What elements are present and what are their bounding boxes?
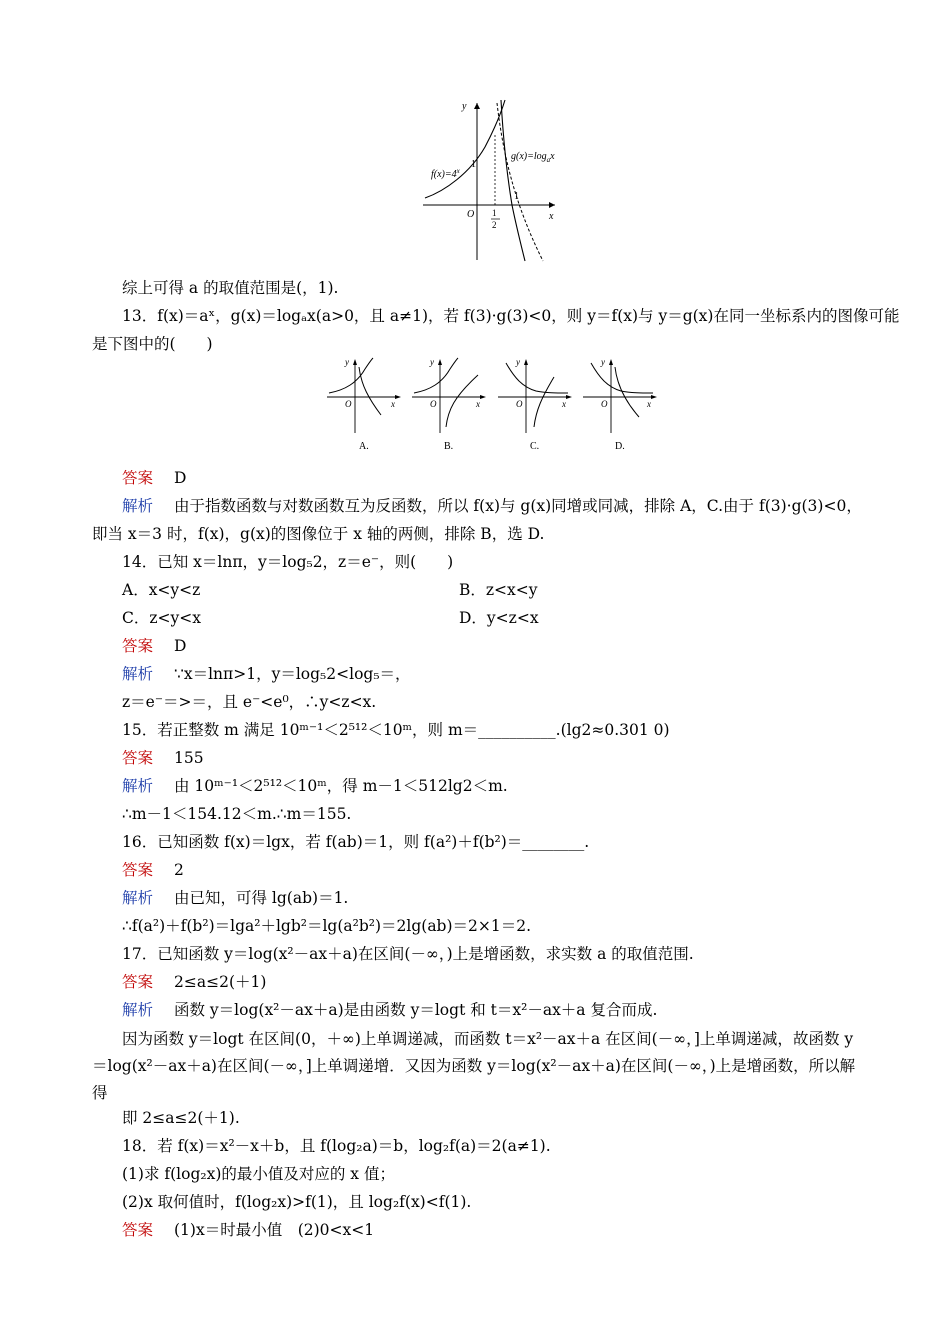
- option-c-graph: [496, 355, 576, 455]
- option-d-graph: [581, 355, 661, 455]
- analysis-label: 解析: [122, 497, 154, 515]
- option-d-x-label: x: [647, 399, 651, 409]
- answer-label: 答案: [122, 861, 154, 879]
- answer-label: 答案: [122, 637, 154, 655]
- question-13-stem: 13．f(x)＝aˣ，g(x)＝logₐx(a>0，且 a≠1)，若 f(3)·g(3)<0，则 y＝f(x)与 y＝g(x)在同一坐标系内的图像可能: [122, 307, 900, 325]
- q15-answer: 155: [174, 749, 204, 767]
- option-a-label: A.: [359, 441, 369, 452]
- q17-stem: 17．已知函数 y＝log(x²－ax＋a)在区间(－∞，)上是增函数，求实数 a 的取值范围.: [122, 945, 694, 963]
- q16-analysis: 由已知，可得 lg(ab)＝1.: [174, 889, 349, 907]
- option-c-x-label: x: [562, 399, 566, 409]
- option-d-y-label: y: [601, 357, 605, 367]
- analysis-label: 解析: [122, 889, 154, 907]
- q14-answer: D: [174, 637, 187, 655]
- question-13-stem-cont: 是下图中的( ): [92, 335, 213, 353]
- q16-stem: 16．已知函数 f(x)＝lgx，若 f(ab)＝1，则 f(a²)＋f(b²)＝________.: [122, 833, 590, 851]
- q18-stem: 18．若 f(x)＝x²－x＋b，且 f(log₂a)＝b，log₂f(a)＝2(a≠1).: [122, 1137, 551, 1155]
- q13-analysis: 由于指数函数与对数函数互为反函数，所以 f(x)与 g(x)同增或同减，排除 A，C.由于 f(3)·g(3)<0，: [174, 497, 862, 515]
- option-a-origin: O: [345, 399, 352, 409]
- option-a-graph: [325, 355, 405, 455]
- option-b-y-label: y: [430, 357, 434, 367]
- option-a-x-label: x: [391, 399, 395, 409]
- q16-analysis-cont: ∴f(a²)＋f(b²)＝lga²＋lgb²＝lg(a²b²)＝2lg(ab)＝2×1＝2.: [122, 917, 532, 935]
- q14-answer-row: [122, 636, 186, 656]
- option-d-origin: O: [601, 399, 608, 409]
- q14-option-d: D．y<z<x: [459, 609, 539, 627]
- exponential-log-graph: [415, 95, 565, 265]
- answer-label: 答案: [122, 973, 154, 991]
- q14-option-b: B．z<x<y: [459, 581, 538, 599]
- option-b-graph: [410, 355, 490, 455]
- q14-option-a: A．x<y<z: [122, 581, 201, 599]
- q13-answer: D: [174, 469, 187, 487]
- q15-analysis: 由 10ᵐ⁻¹＜2⁵¹²＜10ᵐ，得 m－1＜512lg2＜m.: [174, 777, 508, 795]
- y-axis-label: y: [462, 101, 467, 112]
- f-function-label: $f(x)=4^x$: [431, 167, 460, 180]
- q14-analysis-row: [122, 664, 411, 684]
- q17-analysis: 函数 y＝log(x²－ax＋a)是由函数 y＝logt 和 t＝x²－ax＋a 复合而成.: [174, 1001, 658, 1019]
- q14-analysis-cont: z＝e⁻＝>＝，且 e⁻<e⁰，∴y<z<x.: [122, 693, 377, 711]
- option-b-origin: O: [430, 399, 437, 409]
- q18-answer-row: [122, 1220, 374, 1240]
- q13-analysis-row: [122, 496, 862, 516]
- half-numerator: 1: [492, 208, 497, 218]
- range-conclusion: 综上可得 a 的取值范围是(，1).: [122, 279, 339, 297]
- option-b-x-label: x: [476, 399, 480, 409]
- q17-analysis-row: [122, 1000, 657, 1020]
- q15-analysis-cont: ∴m－1＜154.12＜m.∴m＝155.: [122, 805, 352, 823]
- half-denominator: 2: [492, 220, 497, 230]
- q13-analysis-cont: 即当 x＝3 时，f(x)，g(x)的图像位于 x 轴的两侧，排除 B，选 D.: [92, 525, 545, 543]
- q14-analysis: ∵x＝lnπ>1，y＝log₅2<log₅＝，: [174, 665, 411, 683]
- q14-option-c: C．z<y<x: [122, 609, 201, 627]
- answer-label: 答案: [122, 469, 154, 487]
- q16-analysis-row: [122, 888, 348, 908]
- q18-part-1: (1)求 f(log₂x)的最小值及对应的 x 值；: [122, 1165, 395, 1183]
- q15-answer-row: [122, 748, 204, 768]
- q17-answer: 2≤a≤2(＋1): [174, 973, 267, 991]
- q13-answer-row: [122, 468, 186, 488]
- q15-analysis-row: [122, 776, 508, 796]
- q17-answer-row: [122, 972, 266, 992]
- answer-label: 答案: [122, 1221, 154, 1239]
- q14-stem: 14．已知 x＝lnπ，y＝log₅2，z＝e⁻，则( ): [122, 553, 454, 571]
- option-c-label: C.: [530, 441, 540, 452]
- option-c-y-label: y: [516, 357, 520, 367]
- q17-paragraph: 因为函数 y＝logt 在区间(0，＋∞)上单调递减，而函数 t＝x²－ax＋a 在区间(－∞，]上单调递减，故函数 y＝log(x²－ax＋a)在区间(－∞，]上单调递增．又因为函数 y＝log(x²－ax＋a)在区间(－∞，)上是增函数，所以解得: [92, 1030, 856, 1102]
- q16-answer: 2: [174, 861, 184, 879]
- g-function-label: $g(x)=\log_ax$: [511, 151, 555, 164]
- q18-answer: (1)x＝时最小值 (2)0<x<1: [174, 1221, 375, 1239]
- x-intercept-label: 1: [514, 191, 519, 202]
- option-c-origin: O: [516, 399, 523, 409]
- analysis-label: 解析: [122, 665, 154, 683]
- answer-label: 答案: [122, 749, 154, 767]
- option-a-y-label: y: [345, 357, 349, 367]
- origin-label: O: [467, 209, 475, 220]
- analysis-label: 解析: [122, 777, 154, 795]
- option-b-label: B.: [444, 441, 454, 452]
- option-d-label: D.: [615, 441, 625, 452]
- analysis-label: 解析: [122, 1001, 154, 1019]
- q15-stem: 15．若正整数 m 满足 10ᵐ⁻¹＜2⁵¹²＜10ᵐ，则 m＝__________.(lg2≈0.301 0): [122, 721, 670, 739]
- q18-part-2: (2)x 取何值时，f(log₂x)>f(1)，且 log₂f(x)<f(1).: [122, 1193, 472, 1211]
- y-intercept-label: 1: [471, 159, 476, 170]
- q16-answer-row: [122, 860, 184, 880]
- x-axis-label: x: [549, 211, 554, 222]
- q17-conclusion: 即 2≤a≤2(＋1).: [122, 1109, 240, 1127]
